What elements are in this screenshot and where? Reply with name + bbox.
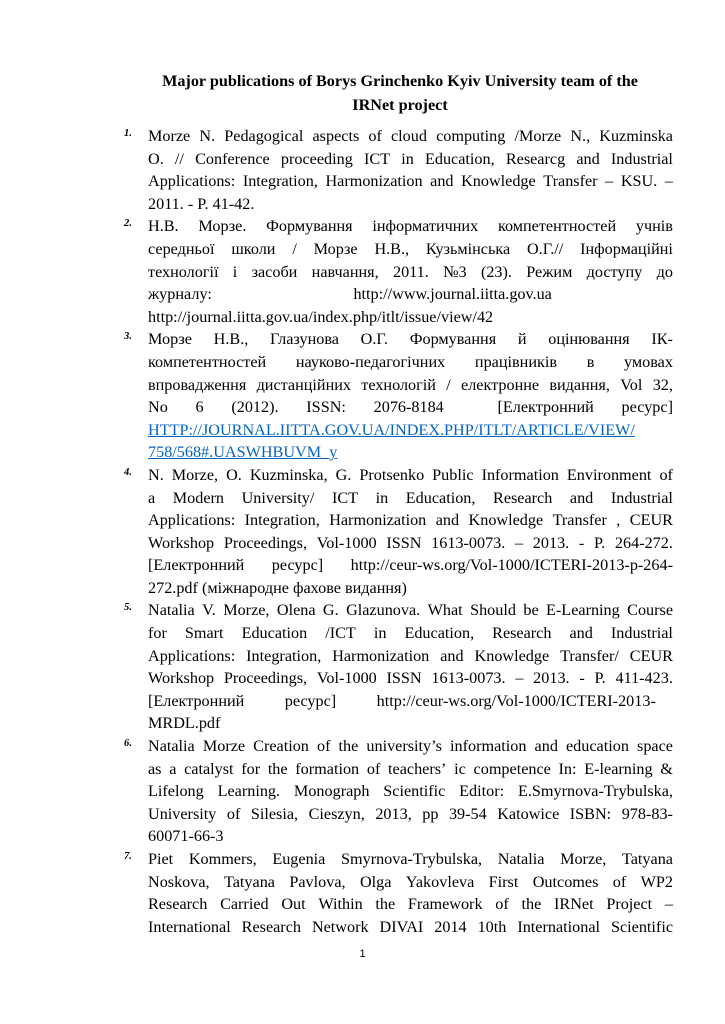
text-line: компетентностей науково-педагогічних працівників в умовах <box>148 352 673 371</box>
publication-text <box>148 125 673 215</box>
title-line-1: Major publications of Borys Grinchenko Kyiv University team of the <box>162 72 638 90</box>
text-line: as a catalyst for the formation of teachers’ ic competence In: E-learning & <box>148 759 673 778</box>
list-number: 4. <box>124 466 132 478</box>
text-line: Морзе Н.В., Глазунова О.Г. Формування й оцінювання ІК- <box>148 330 673 349</box>
list-number: 2. <box>124 218 132 230</box>
list-number: 1. <box>124 128 132 139</box>
issn-word: 2076-8184 <box>373 398 444 417</box>
list-item <box>0 848 725 938</box>
list-item <box>0 328 725 464</box>
text-line: Applications: Integration, Harmonization and Knowledge Transfer – KSU. – <box>148 172 673 191</box>
publication-text <box>148 848 673 938</box>
publication-text <box>148 215 673 328</box>
article-link[interactable]: HTTP://JOURNAL.IITTA.GOV.UA/INDEX.PHP/ITLT/ARTICLE/VIEW/ <box>148 420 635 439</box>
text-line: Applications: Integration, Harmonization and Knowledge Transfer , CEUR <box>148 511 673 530</box>
text-line: Workshop Proceedings, Vol-1000 ISSN 1613-0073. – 2013. - P. 411-423. <box>148 669 673 688</box>
issn-word: (2012). <box>231 398 279 417</box>
text-line: International Research Network DIVAI 2014 10th International Scientific <box>148 917 673 936</box>
list-item <box>0 125 725 215</box>
text-line: Morze N. Pedagogical aspects of cloud computing /Morze N., Kuzminska <box>148 127 673 145</box>
text-line: University of Silesia, Cieszyn, 2013, pp 39-54 Katowice ISBN: 978-83- <box>148 804 673 823</box>
text-line: [Електронний ресурс] http://ceur-ws.org/Vol-1000/ICTERI-2013- <box>148 691 656 710</box>
text-line: середньої школи / Морзе Н.В., Кузьмінська О.Г.// Інформаційні <box>148 239 673 258</box>
publication-text <box>148 599 673 735</box>
text-line: впровадження дистанційних технологій / електронне видання, Vol 32, <box>148 375 673 394</box>
article-link-continued[interactable]: 758/568#.UASWHBUVM_y <box>148 443 338 462</box>
text-line: Research Carried Out Within the Framework of the IRNet Project – <box>148 895 673 914</box>
text-line: Natalia V. Morze, Olena G. Glazunova. What Should be E-Learning Course <box>148 601 673 620</box>
text-line: Н.В. Морзе. Формування інформатичних компетентностей учнів <box>148 217 673 236</box>
list-item <box>0 464 725 600</box>
list-item <box>0 599 725 735</box>
text-line: for Smart Education /ICT in Education, Research and Industrial <box>148 624 673 643</box>
document-title <box>100 69 700 117</box>
issn-word: ISSN: <box>306 398 346 417</box>
issn-word: ресурс] <box>621 398 673 417</box>
text-line: Applications: Integration, Harmonization and Knowledge Transfer/ CEUR <box>148 646 673 665</box>
text-line: 2011. - P. 41-42. <box>148 194 255 213</box>
issn-word: [Електронний <box>497 398 594 417</box>
text-line: Natalia Morze Creation of the university’s information and education space <box>148 737 673 756</box>
text-line: Lifelong Learning. Monograph Scientific Editor: E.Smyrnova-Trybulska, <box>148 782 673 801</box>
publication-text <box>148 328 673 464</box>
title-line-2: IRNet project <box>352 96 448 114</box>
text-line: Noskova, Tatyana Pavlova, Olga Yakovleva First Outcomes of WP2 <box>148 872 673 891</box>
text-line: a Modern University/ ICT in Education, Research and Industrial <box>148 488 673 507</box>
text-line: технології і засоби навчання, 2011. №3 (23). Режим доступу до <box>148 262 673 281</box>
list-number: 6. <box>124 738 132 750</box>
text-line: O. // Conference proceeding ICT in Education, Researcg and Industrial <box>148 149 673 168</box>
text-line: Piet Kommers, Eugenia Smyrnova-Trybulska, Natalia Morze, Tatyana <box>148 850 673 868</box>
publication-text <box>148 464 673 600</box>
issn-line <box>148 396 673 419</box>
issn-word: 6 <box>195 398 204 417</box>
publication-list <box>0 125 725 938</box>
list-item <box>0 735 725 848</box>
text-line: N. Morze, O. Kuzminska, G. Protsenko Public Information Environment of <box>148 465 673 484</box>
text-line: [Електронний ресурс] http://ceur-ws.org/Vol-1000/ICTERI-2013-p-264- <box>148 556 673 575</box>
text-line: Workshop Proceedings, Vol-1000 ISSN 1613-0073. – 2013. - P. 264-272. <box>148 533 673 552</box>
list-number: 5. <box>124 602 132 614</box>
text-line: 272.pdf (міжнародне фахове видання) <box>148 578 407 597</box>
text-line: http://journal.iitta.gov.ua/index.php/itlt/issue/view/42 <box>148 307 494 326</box>
page-number: 1 <box>359 948 366 960</box>
list-item <box>0 215 725 328</box>
text-line: 60071-66-3 <box>148 827 224 846</box>
publication-text <box>148 735 673 848</box>
list-number: 7. <box>124 851 132 862</box>
list-number: 3. <box>124 331 132 343</box>
text-line: MRDL.pdf <box>148 714 221 733</box>
issn-word: No <box>148 398 168 417</box>
text-line: журналу: http://www.journal.iitta.gov.ua <box>148 285 552 304</box>
